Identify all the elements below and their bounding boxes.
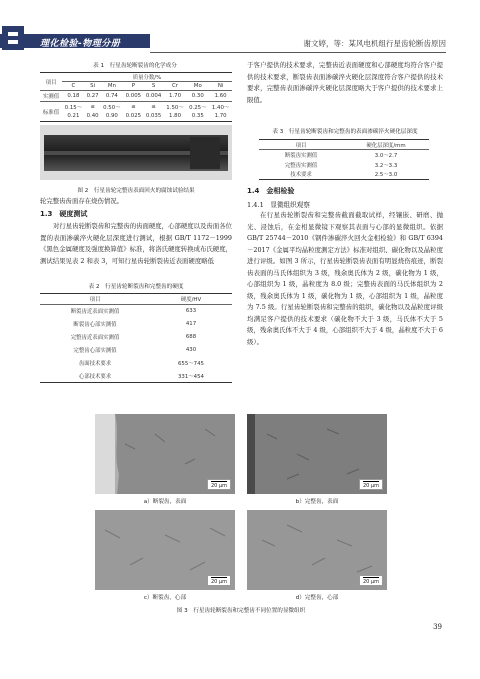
section-1-3-heading: 1.3 硬度测试 [40,210,88,218]
micrograph-a-label: a）断裂齿，表面 [143,499,187,505]
table-cell: 0.21 [67,113,80,120]
table-cell: 3.0～2.7 [374,152,398,159]
micrograph-a [95,414,235,494]
table3-case-depth [259,139,429,180]
table-cell: 1.70 [214,113,227,120]
scale-bar [207,479,231,491]
scale-bar [207,575,231,587]
table3-header-depth: 硬化层深度/mm [366,142,406,149]
table-cell: 0.40 [86,113,99,120]
scale-bar-label: 20 μm [210,579,227,585]
table-cell: 417 [185,321,197,327]
scale-bar-label: 20 μm [362,579,379,585]
running-title: 谢文婷，等：某风电机组行星齿轮断齿原因 [303,39,446,48]
element-c: C [71,83,76,89]
table-cell: 331～454 [178,373,204,380]
element-mo: Mo [193,83,202,89]
table-cell: 2.5～3.0 [374,172,398,179]
table-cell: 完整齿心部实测值 [73,348,117,354]
element-mn: Mn [107,83,116,89]
row-label-standard: 标准值 [42,109,60,116]
table2-header-item: 项目 [89,297,101,303]
table-cell: 完整齿实测值 [284,162,318,169]
table-cell: 0.90 [105,113,118,120]
table-cell: 655～745 [178,361,204,367]
table-cell: 断裂齿近表面实测值 [70,309,120,316]
table-cell: ≤ [90,103,95,110]
table-cell: 1.60 [214,93,227,99]
scale-bar [359,575,383,587]
figure3-caption: 图 3 行星齿轮断裂齿和完整齿不同位置的显微组织 [176,608,306,614]
table3-header-item: 项目 [295,142,307,149]
table2-hardness [40,293,232,383]
journal-name: 理化检验-物理分册 [40,39,121,49]
gear-corrosion-photo-image [40,125,232,180]
element-ni: Ni [217,83,224,89]
table-cell: 0.74 [105,93,118,99]
table1-caption: 表 1 行星齿轮断裂齿的化学成分 [93,63,177,69]
row-label-measured: 实测值 [42,94,60,100]
header-rule [150,52,446,53]
left-paragraph-1: 对行星齿轮断裂齿和完整齿的齿面硬度，心部硬度以及齿面各位置的表面渗碳淬火硬化层深度进行测试，根据 GB/T 1172－1999《黑色金属硬度及强度换算值》标准，将洛氏硬度转换成布氏硬度，测试结果见表 2 和表 3，可知行星齿轮断裂齿近表面硬度略低 [40,222,232,265]
right-paragraph-0: 于客户提供的技术要求，完整齿近表面硬度和心部硬度均符合客户提供的技术要求，断裂齿表面渗碳淬火硬化层深度符合客户提供的技术要求，完整齿表面渗碳淬火硬化层深度略大于客户提供的技术要求上限值。 [247,61,443,104]
table-cell: ≤ [151,103,156,110]
table-cell: 1.70 [169,93,182,99]
table-cell: ≤ [131,103,136,110]
table-cell: 断裂齿实测值 [284,152,318,159]
table-cell: 430 [185,347,197,353]
table1-chemical-composition [40,72,232,122]
table-cell: 1.40～ [211,104,230,111]
micrograph-d-label: d）完整齿，心部 [295,595,339,601]
table1-mass-header: 质量分数/% [62,73,232,82]
micrograph-c [95,510,235,590]
table3-caption: 表 3 行星齿轮断裂齿和完整齿的表面渗碳淬火硬化层深度 [272,129,418,135]
micrograph-b [247,414,387,494]
element-s: S [151,83,156,89]
table-cell: 688 [185,334,197,340]
figure2-photo [40,125,232,180]
right-paragraph-1: 在行星齿轮断裂齿和完整齿截面截取试样，经镶嵌、研磨、抛光、浸蚀后，在金相显微镜下观察其表面与心部的显微组织。依据 GB/T 25744－2010《钢件渗碳淬火回火金相检验》和 GB/T 6394－2017《金属平均晶粒度测定方法》标准对组织、碳化物以及晶粒度进行评级。如图 3 所示，行星齿轮断裂齿表面有明显烧伤痕迹，断裂齿表面的马氏体组织为 3 级，残余奥氏体为 2 级，碳化物为 1 级，心部组织为 1 级，晶粒度为 8.0 级；完整齿表面的马氏体组织为 2 级，残余奥氏体为 1 级，碳化物为 1 级，心部组织为 1 级，晶粒度为 7.5 级。行星齿轮断裂齿和完整齿的组织，碳化物以及晶粒度评级均满足客户提供的技术要求（碳化物不大于 3 级，马氏体不大于 5 级，残余奥氏体不大于 4 级，心部组织不大于 4 级，晶粒度不大于 6 级）。 [247,211,443,346]
micrograph-d [247,510,387,590]
element-p: P [131,83,135,89]
table-cell: 0.30 [191,93,204,99]
table-cell: 完整齿近表面实测值 [70,335,120,341]
journal-logo-icon [2,24,36,52]
table-cell: 0.25～ [189,104,207,111]
table-cell: 0.15～ [64,104,83,111]
table-cell: 0.27 [86,93,99,99]
table2-header-hardness: 硬度/HV [180,297,202,303]
micrograph-c-label: c）断裂齿，心部 [143,595,187,601]
section-1-4-1-heading: 1.4.1 显微组织观察 [247,201,310,209]
table-cell: 技术要求 [290,172,312,179]
table-cell: 0.004 [145,93,162,99]
left-paragraph-0: 轮完整齿齿面存在烧伤情况。 [40,197,124,205]
table-cell: 0.18 [67,93,80,99]
table-cell: 0.35 [191,113,204,120]
table2-caption: 表 2 行星齿轮断裂齿和完整齿的硬度 [88,284,184,290]
section-1-4-heading: 1.4 金相检验 [247,187,295,195]
scale-bar [359,479,383,491]
element-si: Si [90,83,96,89]
figure2-caption: 图 2 行星齿轮完整齿表面回火的腐蚀试验结果 [77,188,195,194]
table-cell: 心部技术要求 [78,373,112,380]
table-cell: 3.2～3.3 [374,162,398,169]
table-cell: 齿面技术要求 [78,361,112,367]
table-cell: 断裂齿心部实测值 [73,322,117,328]
element-cr: Cr [172,83,178,89]
table-cell: 1.50～ [166,104,184,111]
scale-bar-label: 20 μm [210,483,227,489]
scale-bar-label: 20 μm [362,483,379,489]
page-number: 39 [433,623,442,631]
table-cell: 0.50～ [103,104,121,111]
table-cell: 1.80 [169,113,182,120]
micrograph-b-label: b）完整齿，表面 [295,499,339,505]
table-cell: 633 [185,308,197,315]
table-cell: 0.005 [125,93,142,99]
table1-item-header: 项目 [40,73,62,91]
table-cell: 0.025 [125,113,142,120]
table-cell: 0.035 [145,113,162,120]
